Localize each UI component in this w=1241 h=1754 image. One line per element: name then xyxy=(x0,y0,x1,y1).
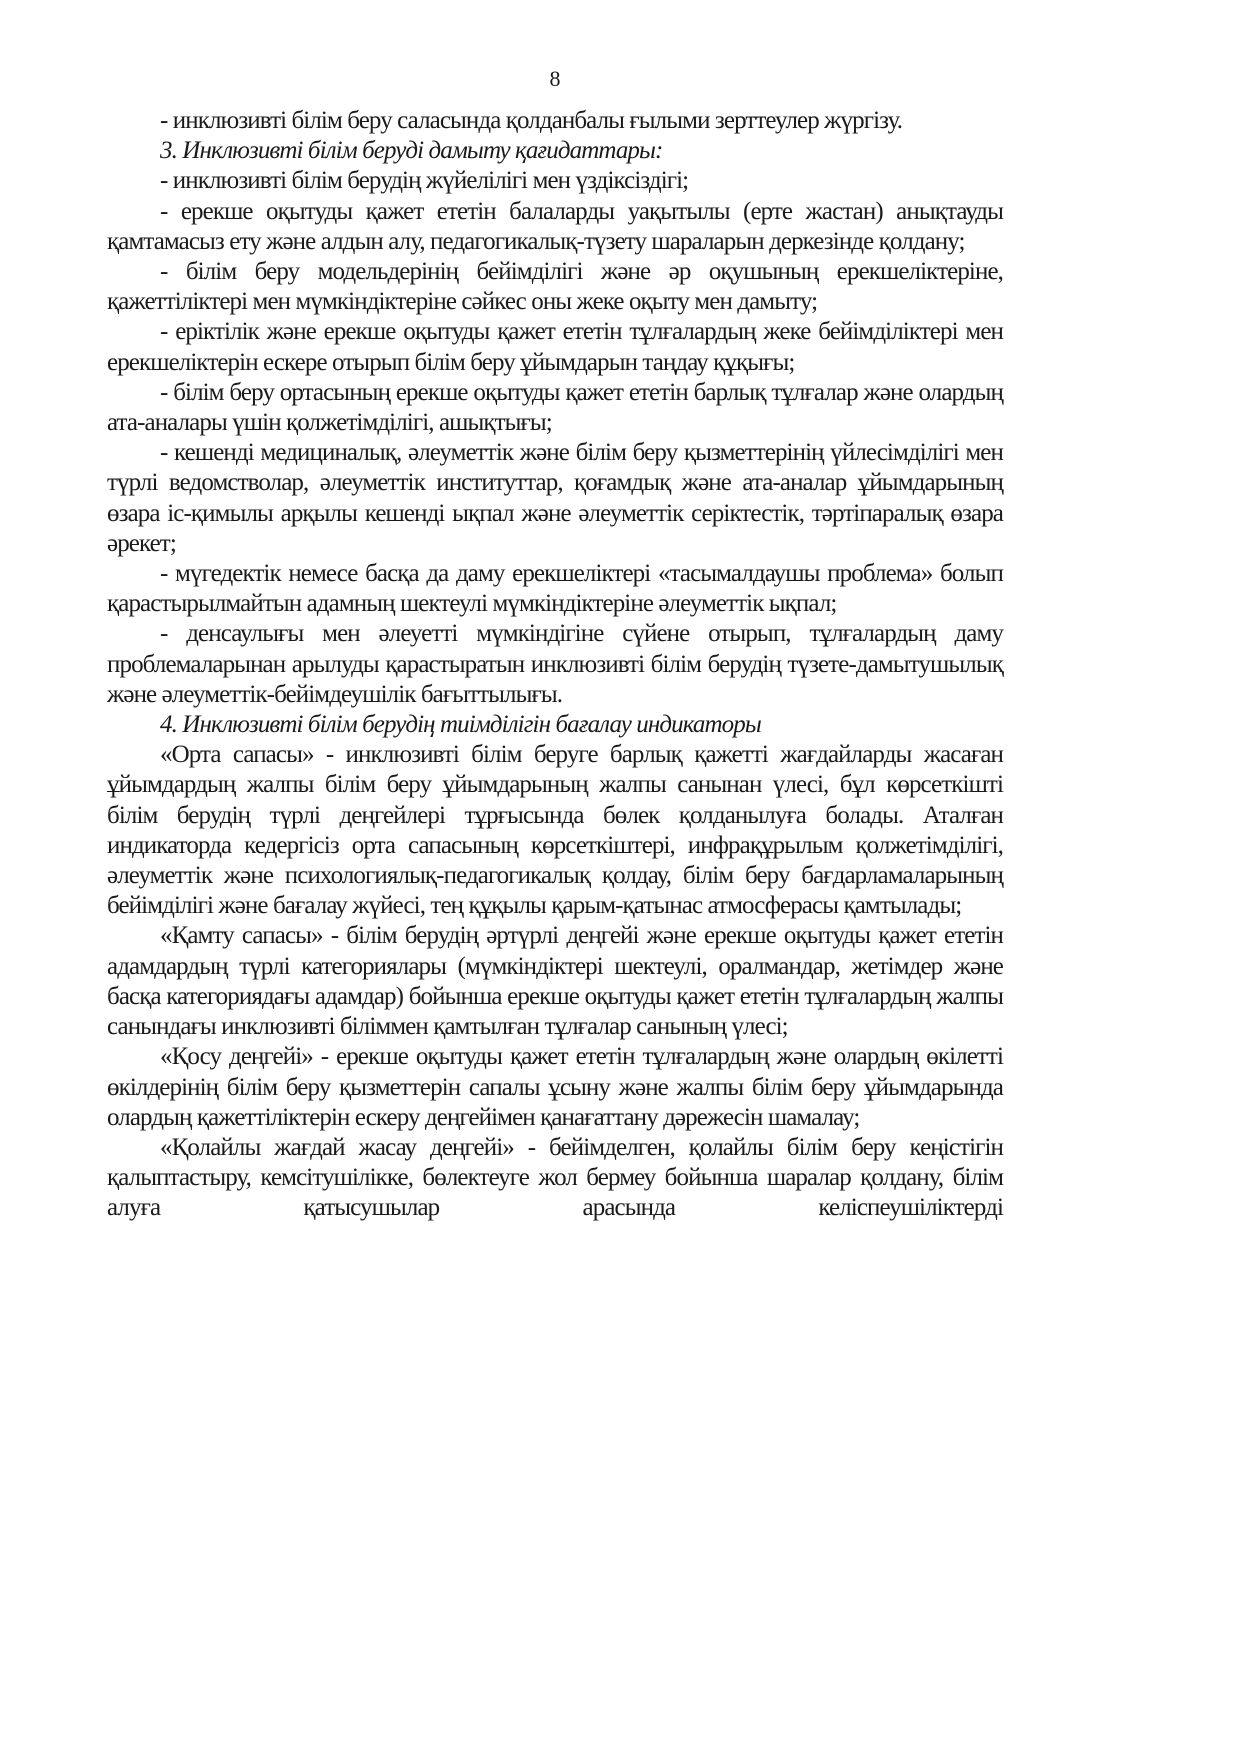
indicator-inclusion-level: «Қосу деңгейі» - ерекше оқытуды қажет ететін тұлғалардың және олардың өкілетті өкілдерінің білім беру қызметтерін сапалы ұсыну және жалпы білім беру ұйымдарында олардың қажеттіліктерін ескеру деңгейімен қанағаттану дәрежесін шамалау; xyxy=(107,1043,1003,1131)
paragraph-research: - инклюзивті білім беру саласында қолданбалы ғылыми зерттеулер жүргізу. xyxy=(160,107,903,134)
list-item-disability: - мүгедектік немесе басқа да даму ерекшеліктері «тасымалдаушы проблема» болып қарастырылмайтын адамның шектеулі мүмкіндіктеріне әлеуметтік ықпал; xyxy=(107,560,1003,618)
list-item-systematic: - инклюзивті білім берудің жүйелілігі мен үздіксіздігі; xyxy=(160,167,689,195)
indicator-coverage-quality: «Қамту сапасы» - білім берудің әртүрлі деңгейі және ерекше оқытуды қажет ететін адамдардың түрлі категориялары (мүмкіндіктері шектеулі, оралмандар, жетімдер және басқа категориядағы адамдар) бойынша ерекше оқытуды қажет ететін тұлғалардың жалпы санындағы инклюзивті біліммен қамтылған тұлғалар санының үлесі; xyxy=(107,922,1003,1041)
list-item-accessibility: - білім беру ортасының ерекше оқытуды қажет ететін барлық тұлғалар және олардың ата-аналары үшін қолжетімділігі, ашықтығы; xyxy=(107,378,1003,437)
section-heading-principles: 3. Инклюзивті білім беруді дамыту қағидаттары: xyxy=(160,137,663,165)
indicator-environment-quality: «Орта сапасы» - инклюзивті білім беруге барлық қажетті жағдайларды жасаған ұйымдардың жалпы білім беру ұйымдарының жалпы санынан үлесі, бұл көрсеткішті білім берудің түрлі деңгейлері тұрғысында бөлек қолданылуға болады. Аталған индикаторда кедергісіз орта сапасының көрсеткіштері, инфрақұрылым қолжетімділігі, әлеуметтік және психологиялық-педагогикалық қолдау, білім беру бағдарламаларының бейімділігі және бағалау жүйесі, тең құқылы қарым-қатынас атмосферасы қамтылады; xyxy=(107,741,1003,920)
list-item-correction: - денсаулығы мен әлеуетті мүмкіндігіне сүйене отырып, тұлғалардың даму проблемаларынан арылуды қарастыратын инклюзивті білім берудің түзете-дамытушылық және әлеуметтік-бейімдеушілік бағыттылығы. xyxy=(107,620,1003,708)
section-heading-indicators: 4. Инклюзивті білім берудің тиімділігін бағалау индикаторы xyxy=(160,711,761,739)
list-item-adaptability: - білім беру модельдерінің бейімділігі және әр оқушының ерекшеліктеріне, қажеттіліктері мен мүмкіндіктеріне сәйкес оны жеке оқыту мен дамыту; xyxy=(107,258,1003,316)
document-body xyxy=(107,106,1003,1224)
list-item-early-detection: - ерекше оқытуды қажет ететін балаларды уақытылы (ерте жастан) анықтауды қамтамасыз ету және алдын алу, педагогикалық-түзету шараларын деркезінде қолдану; xyxy=(107,197,1003,255)
list-item-voluntariness: - еріктілік және ерекше оқытуды қажет ететін тұлғалардың жеке бейімділіктері мен ерекшеліктерін ескере отырып білім беру ұйымдарын таңдау құқығы; xyxy=(107,318,1003,376)
list-item-complex-services: - кешенді медициналық, әлеуметтік және білім беру қызметтерінің үйлесімділігі мен түрлі ведомстволар, әлеуметтік институттар, қоғамдық және ата-аналар ұйымдарының өзара іс-қимылы арқылы кешенді ықпал және әлеуметтік серіктестік, тәртіпаралық өзара әрекет; xyxy=(107,439,1003,557)
page-number: 8 xyxy=(549,66,561,91)
indicator-favorable-conditions: «Қолайлы жағдай жасау деңгейі» - бейімделген, қолайлы білім беру кеңістігін қалыптастыру, кемсітушілікке, бөлектеуге жол бермеу бойынша шаралар қолдану, білім алуға қатысушылар арасында келіспеушіліктерді xyxy=(107,1133,1003,1222)
